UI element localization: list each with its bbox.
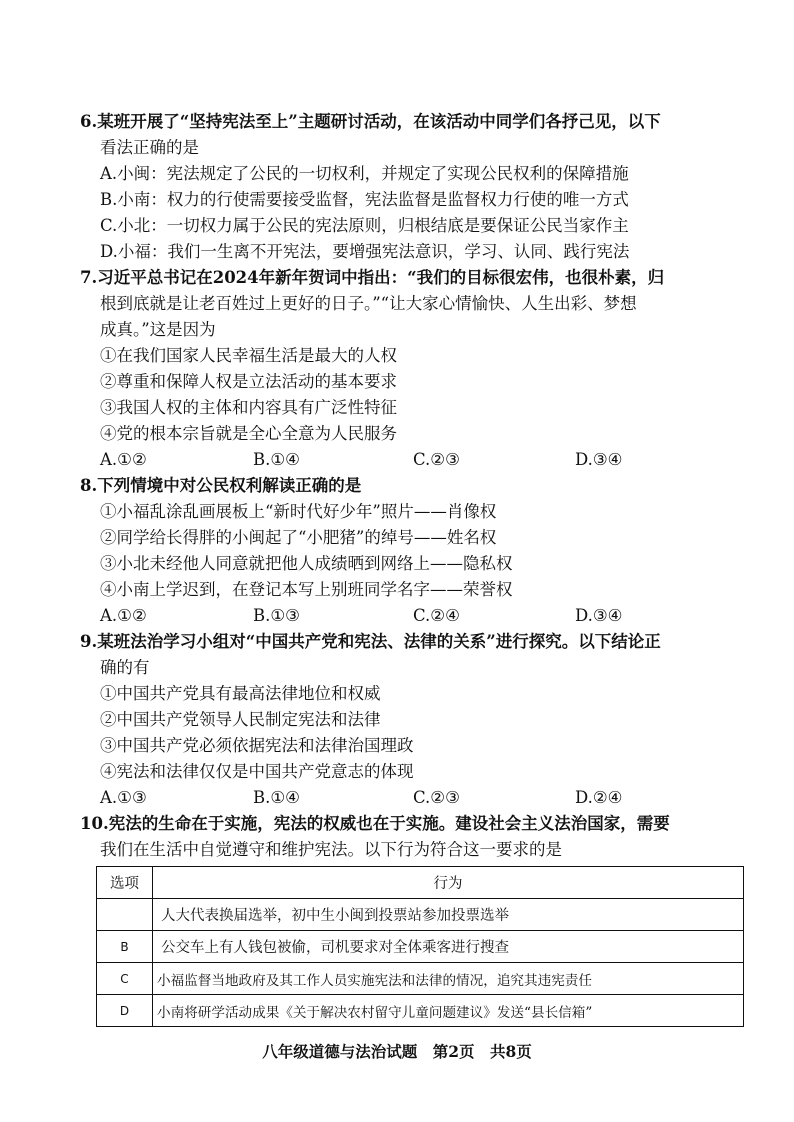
table-header-option: 选项 xyxy=(97,867,153,899)
table-row-key: B xyxy=(97,931,153,963)
q7-choice-a: A.①② xyxy=(100,450,147,469)
q6-stem-line-1: 6.某班开展了“坚持宪法至上”主题研讨活动，在该活动中同学们各抒己见，以下 xyxy=(80,112,661,131)
q6-option-d: D.小福：我们一生离不开宪法，要增强宪法意识，学习、认同、践行宪法 xyxy=(100,242,630,261)
q8-choice-c: C.②④ xyxy=(413,606,460,625)
table-row-text: 小福监督当地政府及其工作人员实施宪法和法律的情况，追究其违宪责任 xyxy=(153,963,744,995)
q7-choice-c: C.②③ xyxy=(413,450,460,469)
q8-statement-3: ③小北未经他人同意就把他人成绩晒到网络上——隐私权 xyxy=(100,554,513,573)
table-header-row xyxy=(97,867,744,899)
q6-option-b: B.小南：权力的行使需要接受监督，宪法监督是监督权力行使的唯一方式 xyxy=(100,190,629,209)
q7-statement-4: ④党的根本宗旨就是全心全意为人民服务 xyxy=(100,424,397,443)
table-header-behavior: 行为 xyxy=(153,867,744,899)
q8-statement-1: ①小福乱涂乱画展板上“新时代好少年”照片——肖像权 xyxy=(100,502,497,521)
q9-stem-line-2: 确的有 xyxy=(100,658,150,677)
q6-option-a: A.小闽：宪法规定了公民的一切权利，并规定了实现公民权利的保障措施 xyxy=(100,164,629,183)
q10-behavior-table xyxy=(96,866,744,1027)
table-row-key: C xyxy=(97,963,153,995)
q8-choice-b: B.①③ xyxy=(253,606,300,625)
q6-stem-line-2: 看法正确的是 xyxy=(100,138,199,157)
q9-choice-b: B.①④ xyxy=(253,788,300,807)
q7-choice-b: B.①④ xyxy=(253,450,300,469)
q9-choice-a: A.①③ xyxy=(100,788,147,807)
table-row-text: 公交车上有人钱包被偷，司机要求对全体乘客进行搜查 xyxy=(153,931,744,963)
q7-choice-d: D.③④ xyxy=(575,450,623,469)
q9-stem-line-1: 9.某班法治学习小组对“中国共产党和宪法、法律的关系”进行探究。以下结论正 xyxy=(80,632,661,651)
q9-statement-2: ②中国共产党领导人民制定宪法和法律 xyxy=(100,710,381,729)
q9-choice-c: C.②③ xyxy=(413,788,460,807)
table-row-key: D xyxy=(97,995,153,1027)
q10-stem-line-2: 我们在生活中自觉遵守和维护宪法。以下行为符合这一要求的是 xyxy=(100,840,562,859)
table-row xyxy=(97,931,744,963)
q7-stem-line-1: 7.习近平总书记在2024年新年贺词中指出：“我们的目标很宏伟，也很朴素，归 xyxy=(80,268,665,287)
q9-statement-3: ③中国共产党必须依据宪法和法律治国理政 xyxy=(100,736,414,755)
q8-statement-2: ②同学给长得胖的小闽起了“小肥猪”的绰号——姓名权 xyxy=(100,528,497,547)
q6-option-c: C.小北：一切权力属于公民的宪法原则，归根结底是要保证公民当家作主 xyxy=(100,216,629,235)
table-row xyxy=(97,963,744,995)
q7-statement-1: ①在我们国家人民幸福生活是最大的人权 xyxy=(100,346,397,365)
table-row xyxy=(97,899,744,931)
table-row-text: 小南将研学活动成果《关于解决农村留守儿童问题建议》发送“县长信箱” xyxy=(153,995,744,1027)
q8-stem: 8.下列情境中对公民权利解读正确的是 xyxy=(80,476,362,495)
table-row xyxy=(97,995,744,1027)
q8-choice-d: D.③④ xyxy=(575,606,623,625)
q7-statement-2: ②尊重和保障人权是立法活动的基本要求 xyxy=(100,372,397,391)
page-footer: 八年级道德与法治试题 第2页 共8页 xyxy=(262,1042,532,1061)
q8-choice-a: A.①② xyxy=(100,606,147,625)
table-row-text: 人大代表换届选举，初中生小闽到投票站参加投票选举 xyxy=(153,899,744,931)
q9-choice-d: D.②④ xyxy=(575,788,623,807)
q9-statement-4: ④宪法和法律仅仅是中国共产党意志的体现 xyxy=(100,762,414,781)
q9-statement-1: ①中国共产党具有最高法律地位和权威 xyxy=(100,684,381,703)
q7-statement-3: ③我国人权的主体和内容具有广泛性特征 xyxy=(100,398,397,417)
q8-statement-4: ④小南上学迟到，在登记本写上别班同学名字——荣誉权 xyxy=(100,580,513,599)
table-row-key xyxy=(97,899,153,931)
q7-stem-line-3: 成真。”这是因为 xyxy=(100,320,216,339)
q10-stem-line-1: 10.宪法的生命在于实施，宪法的权威也在于实施。建设社会主义法治国家，需要 xyxy=(80,814,670,833)
q7-stem-line-2: 根到底就是让老百姓过上更好的日子。”“让大家心情愉快、人生出彩、梦想 xyxy=(100,294,637,313)
